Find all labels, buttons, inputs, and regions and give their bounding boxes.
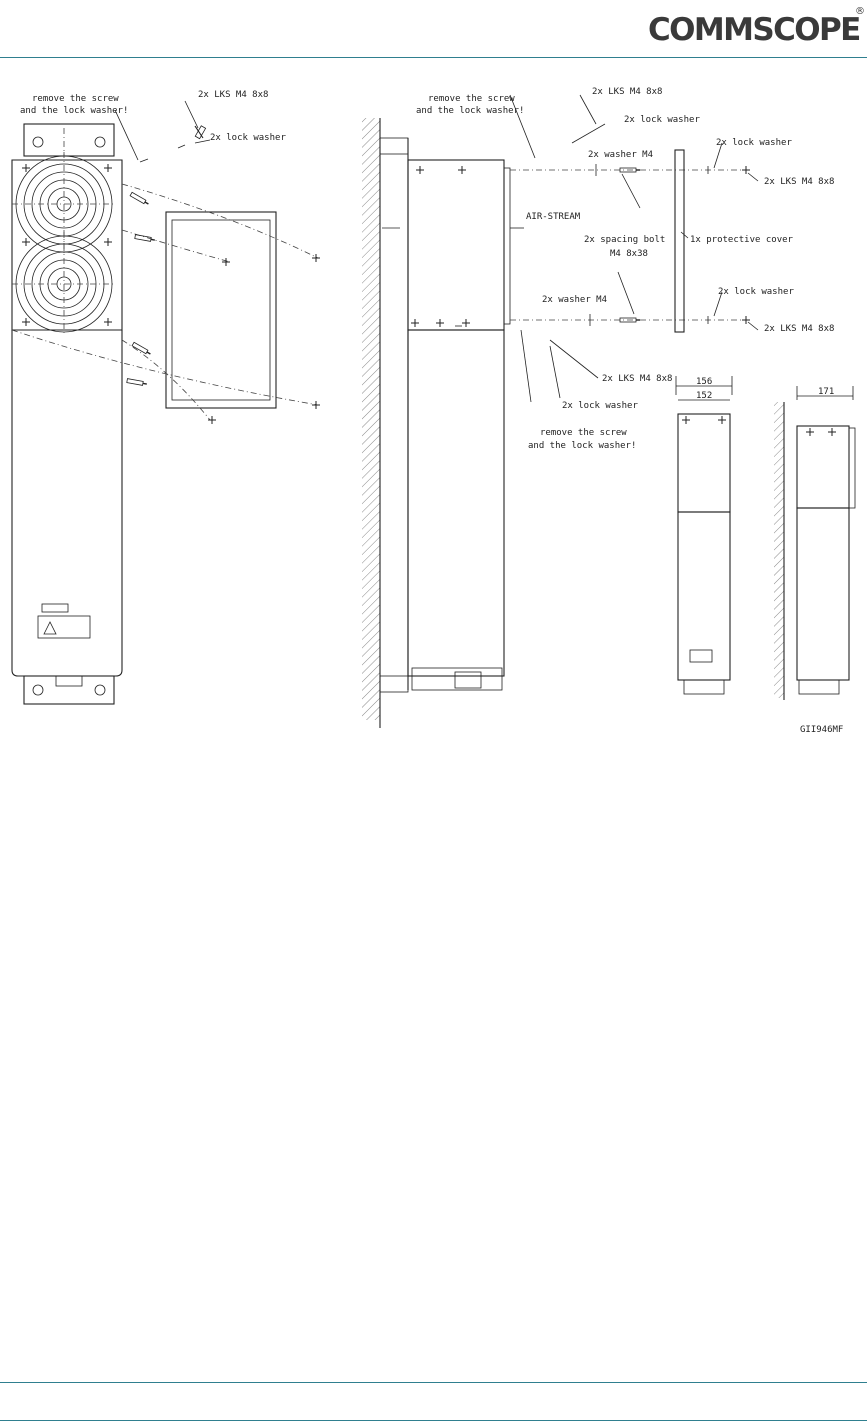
side-lks-top: 2x LKS M4 8x8 xyxy=(592,87,663,97)
side-lock-washer-bottom: 2x lock washer xyxy=(562,401,638,411)
footer-rule-bottom xyxy=(0,1420,867,1421)
side-lks-right-bottom: 2x LKS M4 8x8 xyxy=(764,324,835,334)
front-cover-panel xyxy=(166,212,276,408)
front-lks-label: 2x LKS M4 8x8 xyxy=(198,90,269,100)
spacing-bolt-1: 2x spacing bolt xyxy=(584,235,666,245)
front-remove-screw-2: and the lock washer! xyxy=(20,106,129,116)
wall-hatch xyxy=(362,118,380,720)
main-housing xyxy=(12,330,122,676)
top-bracket xyxy=(24,124,114,156)
small-side-view xyxy=(774,386,855,700)
spacing-bolt-2: M4 8x38 xyxy=(610,249,648,259)
side-washer-top: 2x washer M4 xyxy=(588,150,654,160)
dim-inner-width: 152 xyxy=(696,391,713,401)
front-view xyxy=(12,90,320,704)
bottom-bracket xyxy=(24,676,114,704)
side-remove-screw-2: and the lock washer! xyxy=(416,106,525,116)
side-washer-bottom: 2x washer M4 xyxy=(542,295,608,305)
side-lks-bottom: 2x LKS M4 8x8 xyxy=(602,374,673,384)
logo-registered-mark: ® xyxy=(855,6,865,17)
side-remove-screw-bottom-2: and the lock washer! xyxy=(528,441,637,451)
side-remove-screw-bottom-1: remove the screw xyxy=(540,428,627,438)
side-lock-washer-right-bottom: 2x lock washer xyxy=(718,287,794,297)
side-remove-screw-1: remove the screw xyxy=(428,94,515,104)
warning-label xyxy=(38,616,90,638)
protective-cover xyxy=(675,150,684,332)
dim-outer-width: 156 xyxy=(696,377,713,387)
side-view xyxy=(362,87,834,728)
type-label xyxy=(42,604,68,612)
small-front-view xyxy=(676,376,732,694)
side-fan-unit xyxy=(408,160,504,330)
logo-wordmark: COMMSCOPE xyxy=(648,12,860,48)
front-lock-washer-label: 2x lock washer xyxy=(210,133,286,143)
air-stream-label: AIR-STREAM xyxy=(526,212,581,222)
side-lks-right-top: 2x LKS M4 8x8 xyxy=(764,177,835,187)
front-remove-screw-1: remove the screw xyxy=(32,94,119,104)
footer-rule-top xyxy=(0,1382,867,1383)
side-lock-washer-right-top: 2x lock washer xyxy=(716,138,792,148)
dim-depth: 171 xyxy=(818,387,835,397)
drawing-id: GII946MF xyxy=(800,725,844,735)
side-main-housing xyxy=(408,330,504,676)
protective-cover-label: 1x protective cover xyxy=(690,235,793,245)
side-lock-washer-top: 2x lock washer xyxy=(624,115,700,125)
